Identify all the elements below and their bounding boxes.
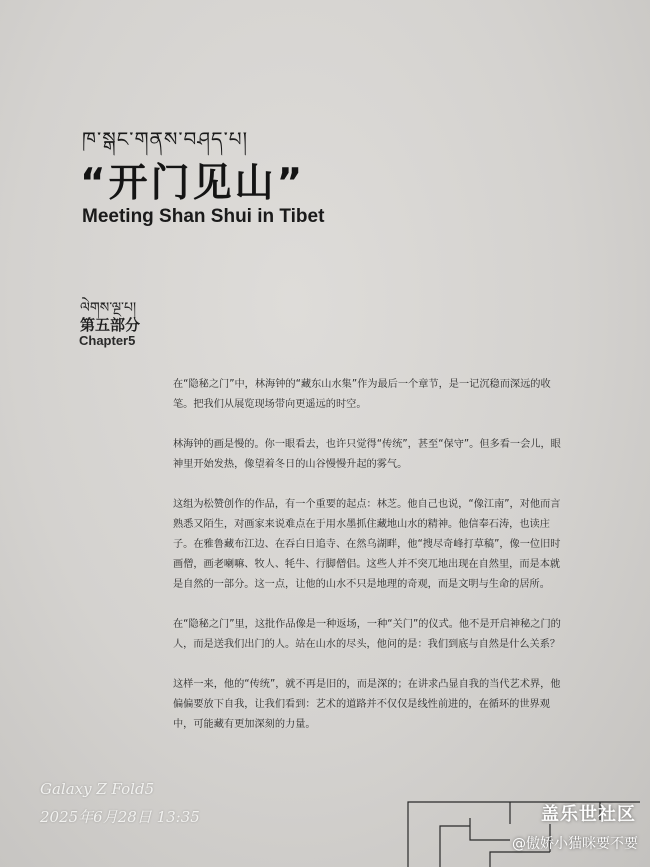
- paragraph: 在“隐秘之门”中，林海钟的“藏东山水集”作为最后一个章节，是一记沉稳而深远的收笔。把我们从展览现场带向更遥远的时空。: [173, 379, 551, 410]
- camera-date-stamp: 2025年6月28日 13:35: [40, 808, 200, 826]
- paragraph: 林海钟的画是慢的。你一眼看去，也许只觉得“传统”，甚至“保守”。但多看一会儿，眼神里开始发热，像望着冬日的山谷慢慢升起的雾气。: [173, 439, 561, 470]
- paragraph: 这组为松赞创作的作品，有一个重要的起点：林芝。他自己也说，“像江南”，对他而言熟悉又陌生，对画家来说难点在于用水墨抓住藏地山水的精神。他信奉石涛，也读庄子。在雅鲁藏布江边、在吞白日追寺、在然乌湖畔，他“搜尽奇峰打草稿”，像一位旧时画僧，画老喇嘛、牧人、牦牛、行脚僧侣。这些人并不突兀地出现在自然里，而是本就是自然的一部分。这一点，让他的山水不只是地理的奇观，而是文明与生命的居所。: [173, 499, 561, 590]
- camera-device-stamp: Galaxy Z Fold5: [40, 780, 155, 798]
- exhibition-text: [173, 375, 565, 755]
- chinese-chapter-label: 第五部分: [80, 316, 141, 334]
- english-chapter-label: Chapter5: [79, 333, 136, 348]
- site-watermark: 盖乐世社区: [541, 804, 636, 825]
- paragraph: 这样一来，他的“传统”，就不再是旧的，而是深的；在讲求凸显自我的当代艺术界，他偏偏要放下自我，让我们看到：艺术的道路并不仅仅是线性前进的，在循环的世界观中，可能藏有更加深刻的力量。: [173, 679, 561, 730]
- tibetan-title: ཁ་སྒང་གནས་བཤད་པ།: [82, 127, 249, 151]
- tibetan-chapter-label: ལེགས་ལྔ་པ།: [80, 300, 137, 316]
- user-watermark: @傲娇小猫咪要不要: [512, 836, 638, 852]
- english-title: Meeting Shan Shui in Tibet: [82, 206, 325, 227]
- chinese-title: “开门见山”: [80, 161, 306, 206]
- paragraph: 在“隐秘之门”里，这批作品像是一种返场，一种“关门”的仪式。他不是开启神秘之门的人，而是送我们出门的人。站在山水的尽头，他问的是：我们到底与自然是什么关系？: [173, 619, 561, 650]
